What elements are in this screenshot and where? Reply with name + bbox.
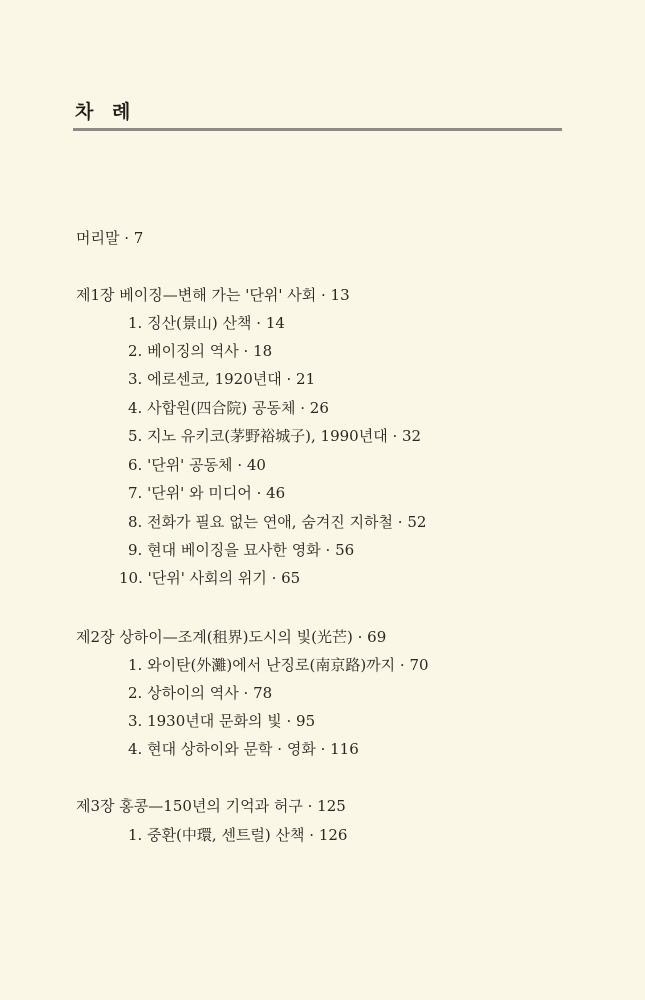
toc-heading: 차 례 xyxy=(75,101,137,123)
toc-entry[interactable]: 3. 에로센코, 1920년대 · 21 xyxy=(128,370,316,388)
toc-entry[interactable]: 4. 현대 상하이와 문학 · 영화 · 116 xyxy=(128,740,359,758)
toc-entry[interactable]: 1. 중환(中環, 센트럴) 산책 · 126 xyxy=(128,826,348,844)
toc-entry[interactable]: 1. 와이탄(外灘)에서 난징로(南京路)까지 · 70 xyxy=(128,656,429,674)
toc-entry[interactable]: 8. 전화가 필요 없는 연애, 숨겨진 지하철 · 52 xyxy=(128,513,427,531)
chapter-title[interactable]: 제3장 홍콩—150년의 기억과 허구 · 125 xyxy=(76,797,346,815)
toc-entry[interactable]: 4. 사합원(四合院) 공동체 · 26 xyxy=(128,399,329,417)
toc-entry[interactable]: 7. '단위' 와 미디어 · 46 xyxy=(128,484,286,502)
chapter-title[interactable]: 제1장 베이징—변해 가는 '단위' 사회 · 13 xyxy=(76,286,350,304)
toc-entry-preface[interactable]: 머리말 · 7 xyxy=(76,229,144,247)
toc-entry[interactable]: 2. 베이징의 역사 · 18 xyxy=(128,342,273,360)
toc-entry[interactable]: 9. 현대 베이징을 묘사한 영화 · 56 xyxy=(128,541,355,559)
toc-entry[interactable]: 5. 지노 유키코(茅野裕城子), 1990년대 · 32 xyxy=(128,427,422,445)
toc-entry[interactable]: 3. 1930년대 문화의 빛 · 95 xyxy=(128,712,316,730)
toc-entry[interactable]: 2. 상하이의 역사 · 78 xyxy=(128,684,273,702)
toc-entry[interactable]: 10. '단위' 사회의 위기 · 65 xyxy=(119,569,301,587)
toc-entry[interactable]: 1. 징산(景山) 산책 · 14 xyxy=(128,314,285,332)
chapter-title[interactable]: 제2장 상하이—조계(租界)도시의 빛(光芒) · 69 xyxy=(76,628,387,646)
toc-entry[interactable]: 6. '단위' 공동체 · 40 xyxy=(128,456,266,474)
